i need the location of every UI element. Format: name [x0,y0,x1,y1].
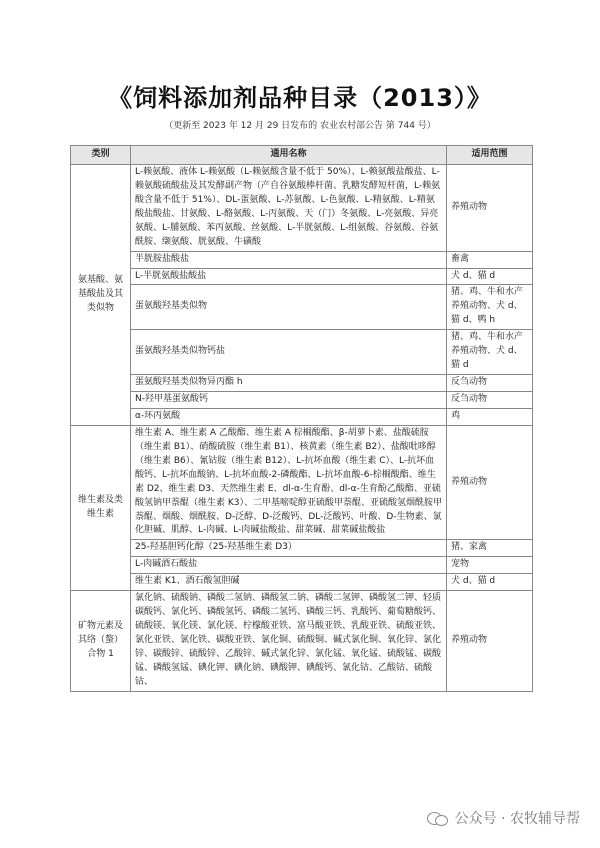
name-cell: 蛋氨酸羟基类似物钙盐 [131,330,447,375]
watermark [427,808,580,828]
scope-cell: 鸡 [447,408,533,425]
scope-cell: 养殖动物 [447,591,533,692]
table-header-row [71,146,533,165]
table-row [71,251,533,268]
scope-cell: 犬 d、猫 d [447,268,533,285]
name-cell: 蛋氨酸羟基类似物异丙酯 h [131,375,447,392]
header-scope: 适用范围 [447,146,533,165]
scope-cell: 猪、鸡、牛和水产养殖动物、犬 d、猫 d、鸭 h [447,285,533,330]
document-title: 《饲料添加剂品种目录（2013）》 [108,84,492,112]
name-cell: 半胱胺盐酸盐 [131,251,447,268]
table-row [71,330,533,375]
table-row [71,392,533,409]
scope-cell: 反刍动物 [447,392,533,409]
name-cell: 蛋氨酸羟基类似物 [131,285,447,330]
name-cell: L-肉碱酒石酸盐 [131,557,447,574]
table-row [71,285,533,330]
watermark-text: 公众号 · 农牧辅导帮 [454,811,580,827]
name-cell: α-环丙氨酸 [131,408,447,425]
document-subtitle: （更新至 2023 年 12 月 29 日发布的 农业农村部公告 第 744 号） [164,121,436,131]
table-row [71,268,533,285]
table-row [71,425,533,540]
scope-cell: 畜禽 [447,251,533,268]
category-cell: 维生素及类维生素 [71,425,131,590]
name-cell: N-羟甲基蛋氨酸钙 [131,392,447,409]
table-row [71,375,533,392]
table-row [71,557,533,574]
scope-cell: 猪、家禽 [447,540,533,557]
name-cell: 氯化钠、硫酸钠、磷酸二氢钠、磷酸氢二钠、磷酸二氢钾、磷酸氢二钾、轻质碳酸钙、氯化钙、磷酸氢钙、磷酸二氢钙、磷酸三钙、乳酸钙、葡萄糖酸钙、硫酸镁、氧化镁、氯化镁、柠檬酸亚铁、富马酸亚铁、乳酸亚铁、硫酸亚铁、氯化亚铁、氯化铁、碳酸亚铁、氯化铜、硫酸铜、碱式氯化铜、氧化锌、氯化锌、碳酸锌、硫酸锌、乙酸锌、碱式氯化锌、氯化锰、氧化锰、硫酸锰、碳酸锰、磷酸氢锰、碘化钾、碘化钠、碘酸钾、碘酸钙、氯化钴、乙酸钴、硫酸钴、 [131,591,447,692]
scope-cell: 养殖动物 [447,164,533,251]
additive-catalog-table [70,145,533,692]
header-common-name: 通用名称 [131,146,447,165]
header-category: 类别 [71,146,131,165]
name-cell: 维生素 A、维生素 A 乙酸酯、维生素 A 棕榈酸酯、β-胡萝卜素、盐酸硫胺（维生素 B1）、硝酸硫胺（维生素 B1）、核黄素（维生素 B2）、盐酸吡哆醇（维生素 B6）、氰钴胺（维生素 B12）、L-抗坏血酸（维生素 C）、L-抗坏血酸钙、L-抗坏血酸钠、L-抗坏血酸-2-磷酸酯、L-抗坏血酸-6-棕榈酸酯、维生素 D2、维生素 D3、天然维生素 E、dl-α-生育酚、dl-α-生育酚乙酸酯、亚硫酸氢钠甲萘醌（维生素 K3）、二甲基嘧啶醇亚硫酸甲萘醌、亚硫酸氢烟酰胺甲萘醌、烟酸、烟酰胺、D-泛醇、D-泛酸钙、DL-泛酸钙、叶酸、D-生物素、氯化胆碱、肌醇、L-肉碱、L-肉碱盐酸盐、甜菜碱、甜菜碱盐酸盐 [131,425,447,540]
name-cell: 维生素 K1、酒石酸氢胆碱 [131,574,447,591]
table-row [71,164,533,251]
name-cell: 25-羟基胆钙化醇（25-羟基维生素 D3） [131,540,447,557]
table-row [71,591,533,692]
scope-cell: 宠物 [447,557,533,574]
category-cell: 氨基酸、氨基酸盐及其类似物 [71,164,131,425]
name-cell: L-半胱氨酸盐酸盐 [131,268,447,285]
table-row [71,408,533,425]
scope-cell: 犬 d、猫 d [447,574,533,591]
scope-cell: 反刍动物 [447,375,533,392]
scope-cell: 猪、鸡、牛和水产养殖动物、犬 d、猫 d [447,330,533,375]
wechat-icon [427,810,449,826]
table-row [71,574,533,591]
table-row [71,540,533,557]
scope-cell: 养殖动物 [447,425,533,540]
name-cell: L-赖氨酸、液体 L-赖氨酸（L-赖氨酸含量不低于 50%）、L-赖氨酸盐酸盐、L-赖氨酸硫酸盐及其发酵副产物（产自谷氨酸棒杆菌、乳糖发酵短杆菌，L-赖氨酸含量不低于 51%）、DL-蛋氨酸、L-苏氨酸、L-色氨酸、L-精氨酸、L-精氨酸盐酸盐、甘氨酸、L-酪氨酸、L-丙氨酸、天（门）冬氨酸、L-亮氨酸、异亮氨酸、L-脯氨酸、苯丙氨酸、丝氨酸、L-半胱氨酸、L-组氨酸、谷氨酸、谷氨酰胺、缬氨酸、胱氨酸、牛磺酸 [131,164,447,251]
category-cell: 矿物元素及其络（螯）合物 1 [71,591,131,692]
